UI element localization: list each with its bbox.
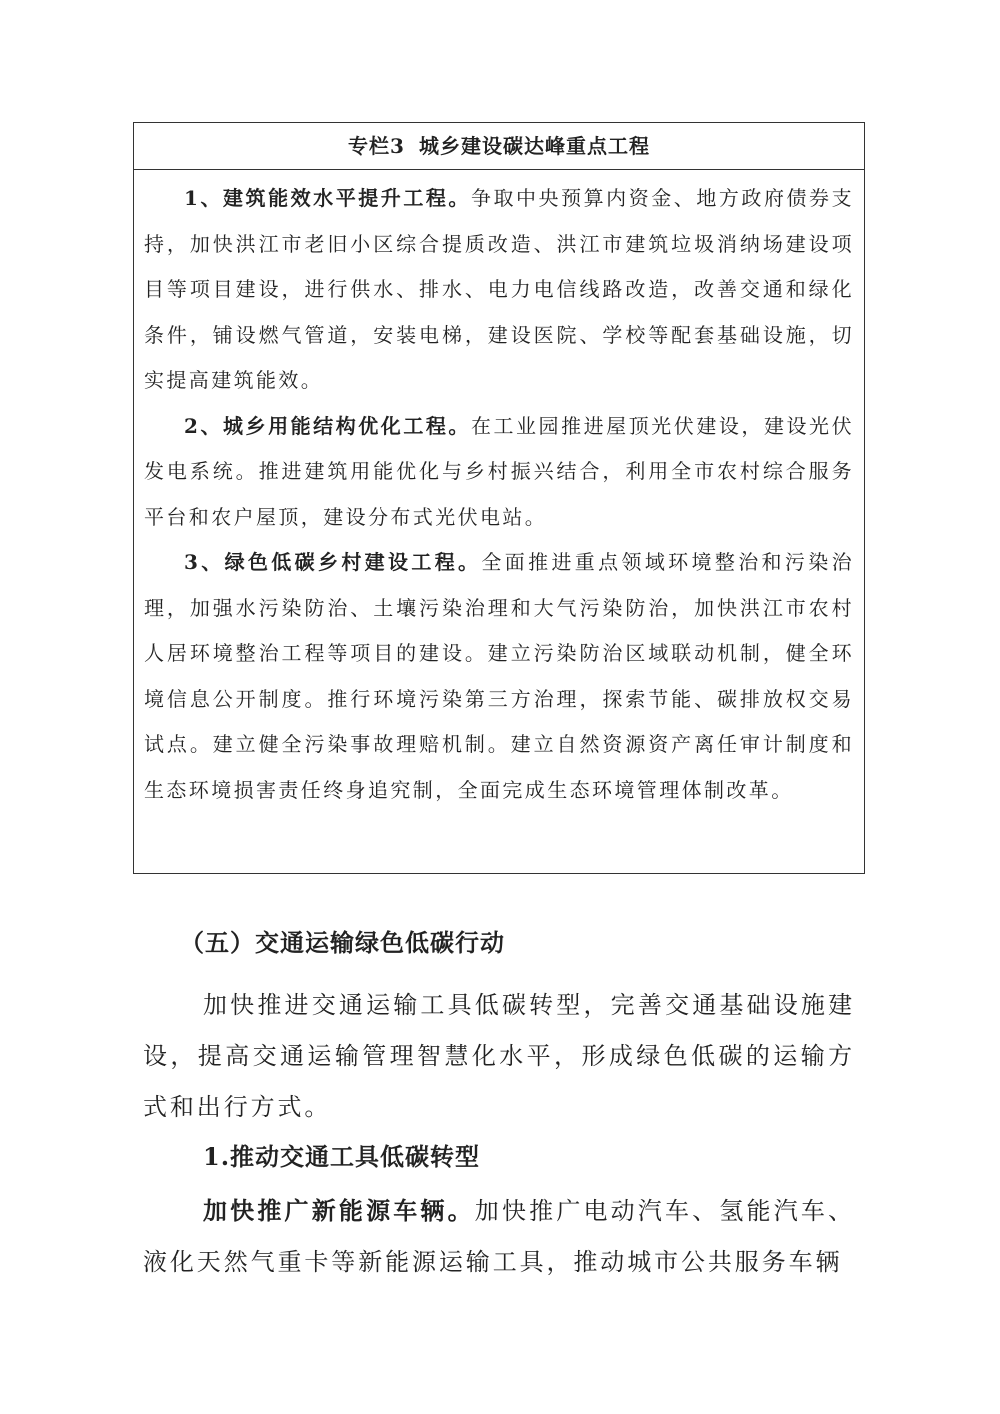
column-number: 专栏3 bbox=[348, 134, 405, 158]
sub-heading: 1.推动交通工具低碳转型 bbox=[203, 1142, 481, 1171]
column-item-text: 争取中央预算内资金、地方政府债券支持，加快洪江市老旧小区综合提质改造、洪江市建筑垃圾消纳场建设项目等项目建设，进行供水、排水、电力电信线路改造，改善交通和绿化条件，铺设燃气管道，安装电梯，建设医院、学校等配套基础设施，切实提高建筑能效。 bbox=[144, 186, 854, 392]
column-item-label: 2、城乡用能结构优化工程。 bbox=[184, 413, 471, 438]
column-item-1 bbox=[144, 176, 854, 404]
column-item-2 bbox=[144, 404, 854, 541]
column-body bbox=[134, 176, 864, 813]
section-heading: （五）交通运输绿色低碳行动 bbox=[180, 929, 505, 957]
section-intro-paragraph: 加快推进交通运输工具低碳转型，完善交通基础设施建设，提高交通运输管理智慧化水平，形成绿色低碳的运输方式和出行方式。 bbox=[143, 991, 855, 1121]
column-title-text: 城乡建设碳达峰重点工程 bbox=[418, 134, 650, 158]
column-item-text: 在工业园推进屋顶光伏建设，建设光伏发电系统。推进建筑用能优化与乡村振兴结合，利用全市农村综合服务平台和农户屋顶，建设分布式光伏电站。 bbox=[144, 413, 854, 529]
column-item-label: 1、建筑能效水平提升工程。 bbox=[184, 186, 471, 210]
paragraph-text: 加快推广电动汽车、氢能汽车、液化天然气重卡等新能源运输工具，推动城市公共服务车辆 bbox=[143, 1197, 855, 1276]
column-item-label: 3、绿色低碳乡村建设工程。 bbox=[184, 550, 482, 574]
special-column-box bbox=[133, 122, 865, 874]
body-paragraph bbox=[143, 1185, 855, 1288]
column-title bbox=[134, 123, 864, 170]
column-item-3 bbox=[144, 540, 854, 813]
paragraph-label: 加快推广新能源车辆。 bbox=[203, 1196, 475, 1225]
column-item-text: 全面推进重点领域环境整治和污染治理，加强水污染防治、土壤污染治理和大气污染防治，加快洪江市农村人居环境整治工程等项目的建设。建立污染防治区域联动机制，健全环境信息公开制度。推行环境污染第三方治理，探索节能、碳排放权交易试点。建立健全污染事故理赔机制。建立自然资源资产离任审计制度和生态环境损害责任终身追究制，全面完成生态环境管理体制改革。 bbox=[144, 550, 854, 802]
